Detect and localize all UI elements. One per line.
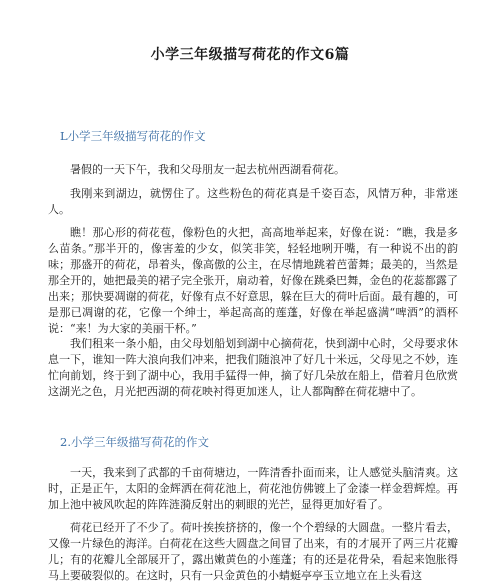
- section-1-heading: L小学三年级描写荷花的作文: [60, 129, 206, 143]
- section-1-paragraph-4: 我们租来一条小船，由父母划船划到湖中心摘荷花，快到湖中心时，父母要求休息一下，谁知一阵大浪向我们冲来，把我们随浪冲了好几十米远，父母见之不妙，连忙向前划，终于到了湖中心，我用手猛得一伸，摘了好几朵放在船上，借着月色欣赏这湖光之色，月光把西湖的荷花映衬得更加迷人，让人都陶醉在荷花塘中了。: [48, 337, 458, 398]
- section-2-paragraph-1: 一天，我来到了武都的千亩荷塘边，一阵清香扑面而来，让人感觉头脑清爽。这时，正是正午，太阳的金辉洒在荷花池上，荷花池仿佛镀上了金漆一样金碧辉煌。再加上池中被风吹起的阵阵涟漪反射出的刺眼的光芒，显得更加好看了。: [48, 466, 458, 511]
- section-1-paragraph-3: 瞧！那心形的荷花苞，像粉色的火把，高高地举起来，好像在说：“瞧，我是多么苗条。”那半开的，像害羞的少女，似笑非笑，轻轻地咧开嘴，有一种说不出的韵味；那盛开的荷花，昂着头，像高傲的公主，在尽情地跳着芭蕾舞；最美的，当然是那全开的，她把最美的裙子完全张开，扇动着，好像在跳桑巴舞，金色的花蕊都露了出来；那快要凋谢的荷花，好像有点不好意思，躲在巨大的荷叶后面。最有趣的，可是那已凋谢的花，它像一个绅士，举起高高的莲蓬，好像在举起盛满“啤酒”的酒杯说：“来！为大家的美丽干杯。”: [48, 226, 458, 335]
- section-1-paragraph-2: 我刚来到湖边，就愣住了。这些粉色的荷花真是千姿百态，风情万种，非常迷人。: [48, 187, 458, 216]
- section-2-heading: 2.小学三年级描写荷花的作文: [60, 435, 209, 449]
- section-1-paragraph-1: 暑假的一天下午，我和父母朋友一起去杭州西湖看荷花。: [70, 163, 345, 176]
- section-2-paragraph-2: 荷花已经开了不少了。荷叶挨挨挤挤的，像一个个碧绿的大圆盘。一整片看去，又像一片绿色的海洋。白荷花在这些大圆盘之间冒了出来，有的才展开了两三片花瓣儿；有的花瓣儿全部展开了，露出嫩黄色的小莲蓬；有的还是花骨朵，看起来饱胀得马上要破裂似的。在这时，只有一只金黄色的小蜻蜓亭亭玉立地立在上头看这: [48, 521, 458, 582]
- document-title: 小学三年级描写荷花的作文6篇: [150, 47, 350, 63]
